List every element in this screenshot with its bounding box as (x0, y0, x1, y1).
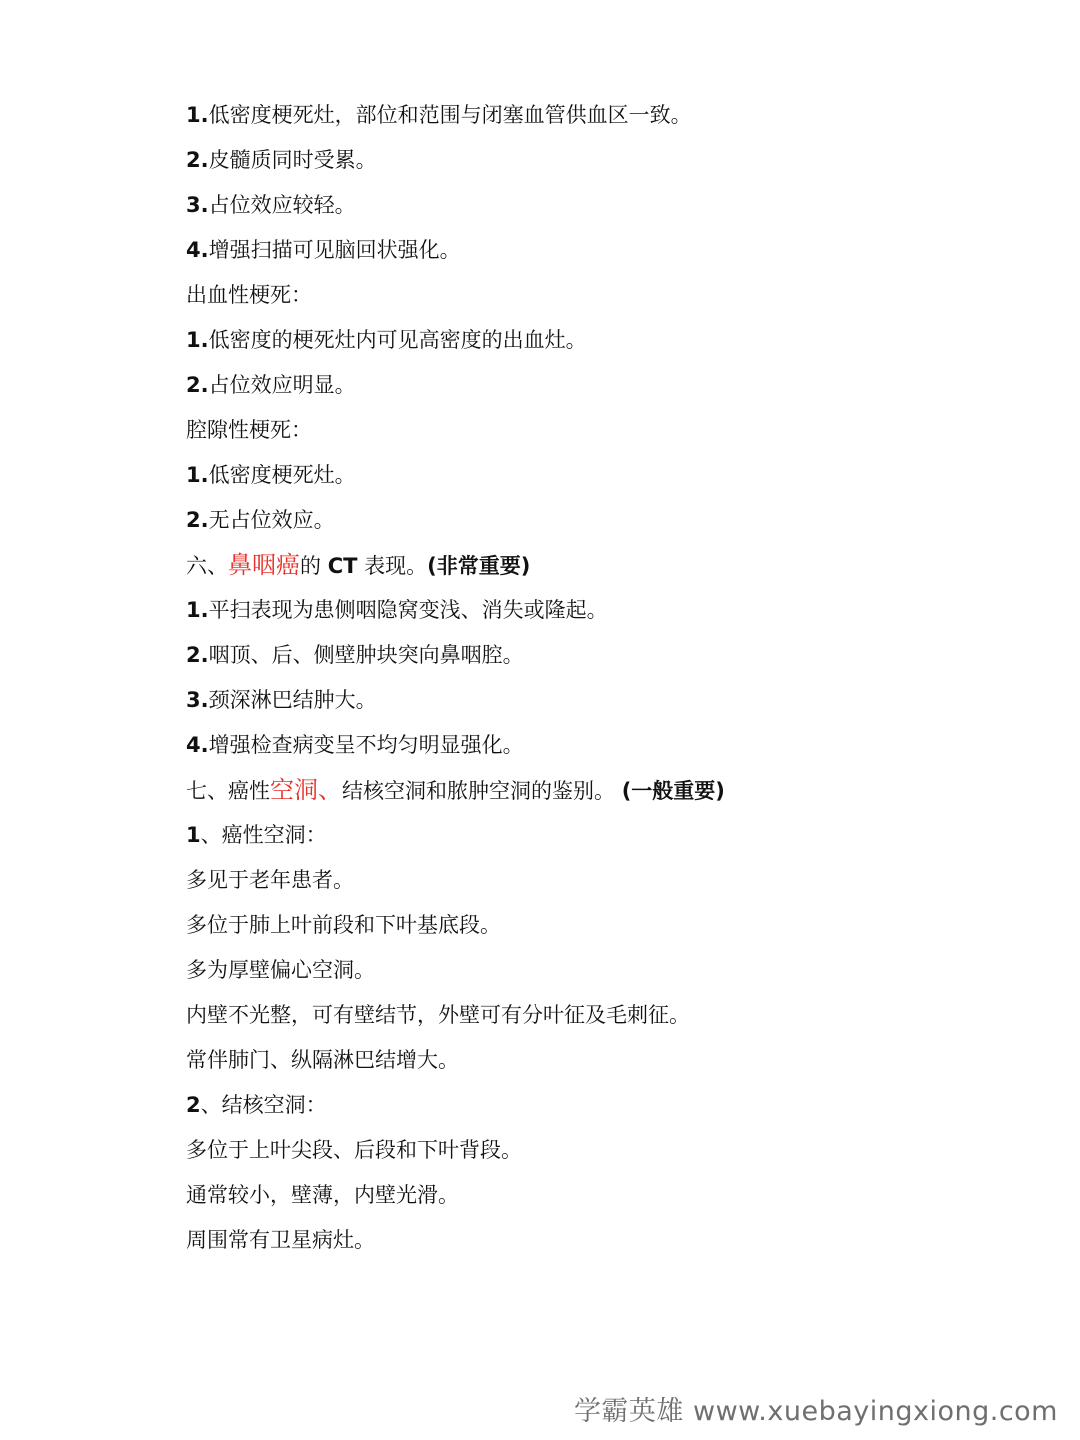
section6-item-3: 3.颈深淋巴结肿大。 (186, 688, 377, 712)
section6-heading: 六、鼻咽癌的 CT 表现。(非常重要) (186, 551, 531, 579)
lacunar-item-1: 1.低密度梗死灶。 (186, 463, 356, 487)
cancer-cavity-line: 多为厚壁偏心空洞。 (186, 958, 375, 982)
infarct-item-2: 2.皮髓质同时受累。 (186, 148, 377, 172)
cancer-cavity-line: 常伴肺门、纵隔淋巴结增大。 (186, 1048, 459, 1072)
importance-tag: (一般重要) (621, 779, 725, 803)
section6-item-4: 4.增强检查病变呈不均匀明显强化。 (186, 733, 524, 757)
tb-cavity-heading: 2、结核空洞： (186, 1093, 327, 1117)
lacunar-item-2: 2.无占位效应。 (186, 508, 335, 532)
section7-heading: 七、癌性空洞、结核空洞和脓肿空洞的鉴别。 (一般重要) (186, 776, 725, 804)
infarct-item-3: 3.占位效应较轻。 (186, 193, 356, 217)
cancer-cavity-heading: 1、癌性空洞： (186, 823, 327, 847)
section6-item-1: 1.平扫表现为患侧咽隐窝变浅、消失或隆起。 (186, 598, 608, 622)
cancer-cavity-line: 多见于老年患者。 (186, 868, 354, 892)
hemorrhagic-item-2: 2.占位效应明显。 (186, 373, 356, 397)
hemorrhagic-heading: 出血性梗死： (186, 283, 312, 307)
document-body (186, 96, 1046, 1266)
infarct-item-1: 1.低密度梗死灶，部位和范围与闭塞血管供血区一致。 (186, 103, 692, 127)
highlight-nasopharyngeal: 鼻咽癌 (228, 551, 300, 579)
cancer-cavity-line: 多位于肺上叶前段和下叶基底段。 (186, 913, 501, 937)
section6-item-2: 2.咽顶、后、侧壁肿块突向鼻咽腔。 (186, 643, 524, 667)
hemorrhagic-item-1: 1.低密度的梗死灶内可见高密度的出血灶。 (186, 328, 587, 352)
site-watermark: 学霸英雄 www.xuebayingxiong.com (573, 1396, 1058, 1427)
tb-cavity-line: 多位于上叶尖段、后段和下叶背段。 (186, 1138, 522, 1162)
cancer-cavity-line: 内壁不光整，可有壁结节，外壁可有分叶征及毛刺征。 (186, 1003, 690, 1027)
importance-tag: (非常重要) (427, 554, 531, 578)
infarct-item-4: 4.增强扫描可见脑回状强化。 (186, 238, 461, 262)
tb-cavity-line: 通常较小，壁薄，内壁光滑。 (186, 1183, 459, 1207)
highlight-cavity: 空洞、 (270, 776, 342, 804)
tb-cavity-line: 周围常有卫星病灶。 (186, 1228, 375, 1252)
lacunar-heading: 腔隙性梗死： (186, 418, 312, 442)
